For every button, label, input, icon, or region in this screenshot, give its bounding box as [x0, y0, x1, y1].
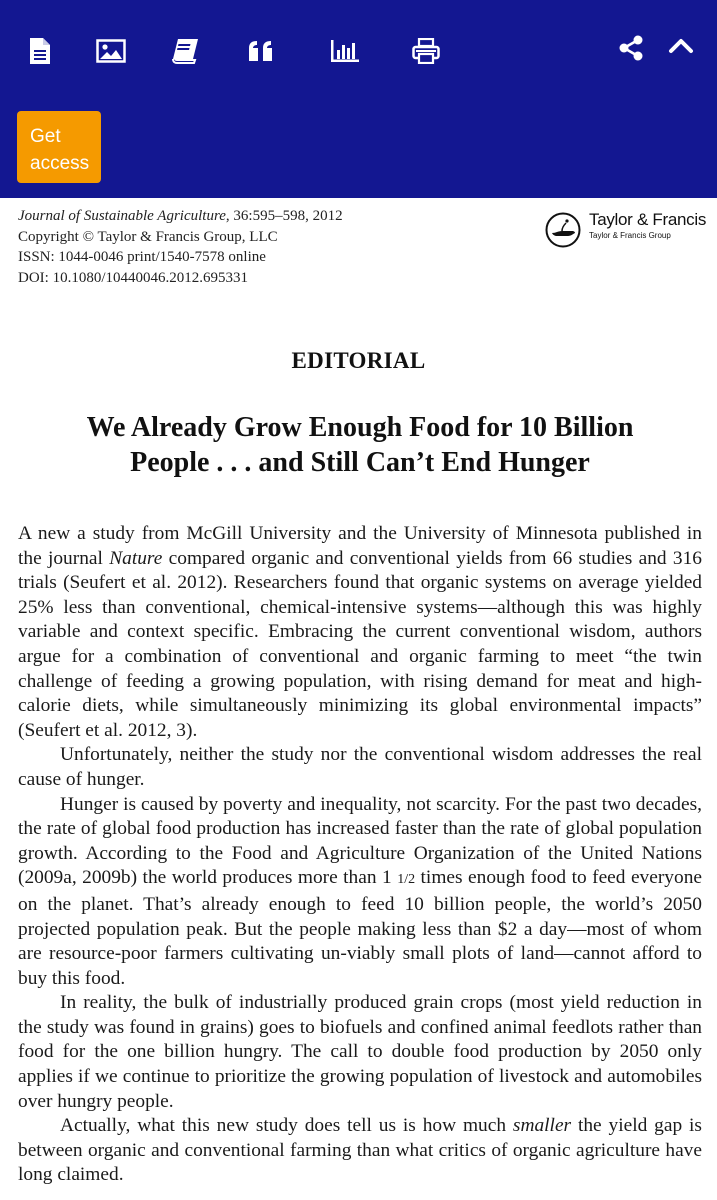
paragraph-1-text-c: compared organic and conventional yields from 66 studies and 316 trials (Seufert et al. 2012). Researchers found that organic systems on average yielded 25% less than conventional, chemical-intensive systems—although this was highly variable and context specific. Embracing the current conventional wisdom, authors argue for a combination of conventional and organic farming to meet “the twin challenge of feeding a growing population, with rising demand for meat and high-calorie diets, while simultaneously minimizing its global environmental impacts” (Seufert et al. 2012, 3).: [18, 547, 702, 741]
paragraph-1: [18, 522, 702, 743]
article-title-line-2: People . . . and Still Can’t End Hunger: [130, 447, 590, 478]
paragraph-3-fraction: 1/2: [397, 872, 416, 888]
chevron-up-icon[interactable]: [666, 31, 696, 61]
get-access-button[interactable]: Get access: [17, 111, 101, 183]
article-title-line-1: We Already Grow Enough Food for 10 Billion: [86, 412, 634, 443]
publisher-lamp-icon: [545, 212, 581, 248]
journal-citation: [18, 206, 438, 227]
paragraph-5-text-c: the yield gap is between organic and conventional farming than what critics of organic agriculture have long claimed.: [18, 1115, 702, 1186]
paragraph-4: In reality, the bulk of industrially produced grain crops (most yield reduction in the study was found in grains) goes to biofuels and confined animal feedlots rather than food for the one billion hungry. The call to double food production by 2050 only applies if we continue to prioritize the growing population of livestock and automobiles over hungry people.: [18, 992, 702, 1112]
top-toolbar: [0, 0, 717, 198]
print-icon[interactable]: [411, 36, 441, 66]
paragraph-3: [18, 793, 702, 992]
paragraph-1-journal-italic: Nature: [109, 547, 163, 569]
publisher-logo: [545, 210, 710, 248]
quote-icon[interactable]: [247, 36, 277, 66]
journal-name: Journal of Sustainable Agriculture: [18, 208, 226, 224]
paragraph-5-text-a: Actually, what this new study does tell us is how much: [60, 1115, 513, 1137]
paragraph-5: [18, 1114, 702, 1188]
publisher-group: Taylor & Francis Group: [589, 231, 671, 240]
paragraph-3-text-b: times enough food to feed everyone on the planet. That’s already enough to feed 10 billion people, the world’s 2050 projected population peak. But the people making less than $2 a day—most of whom are resource-poor farmers cultivating un-viably small plots of land—cannot afford to buy this food.: [18, 867, 702, 989]
share-icon[interactable]: [616, 33, 646, 63]
image-icon[interactable]: [96, 36, 126, 66]
journal-volume: , 36:595–598, 2012: [225, 208, 343, 224]
paragraph-2: Unfortunately, neither the study nor the conventional wisdom addresses the real cause of hunger.: [18, 744, 702, 790]
citation-block: [18, 206, 438, 288]
copyright-line: Copyright © Taylor & Francis Group, LLC: [18, 228, 278, 245]
paragraph-1-text-a: A new a study from McGill University and the University of Minnesota published in the journal: [18, 523, 702, 569]
article-body: [18, 522, 702, 1188]
paragraph-5-italic: smaller: [512, 1115, 572, 1137]
publisher-name: Taylor & Francis: [589, 210, 707, 229]
document-icon[interactable]: [25, 36, 55, 66]
paragraph-3-text-a: Hunger is caused by poverty and inequality, not scarcity. For the past two decades, the rate of global food production has increased faster than the rate of global population growth. According to the Food and Agriculture Organization of the United Nations (2009a, 2009b) the world produces more than 1: [18, 793, 702, 889]
chart-icon[interactable]: [330, 36, 360, 66]
article-title: [20, 410, 700, 480]
issn-line: ISSN: 1044-0046 print/1540-7578 online: [18, 249, 266, 265]
book-icon[interactable]: [170, 36, 200, 66]
doi-line[interactable]: DOI: 10.1080/10440046.2012.695331: [18, 269, 248, 286]
section-heading: EDITORIAL: [291, 348, 426, 373]
